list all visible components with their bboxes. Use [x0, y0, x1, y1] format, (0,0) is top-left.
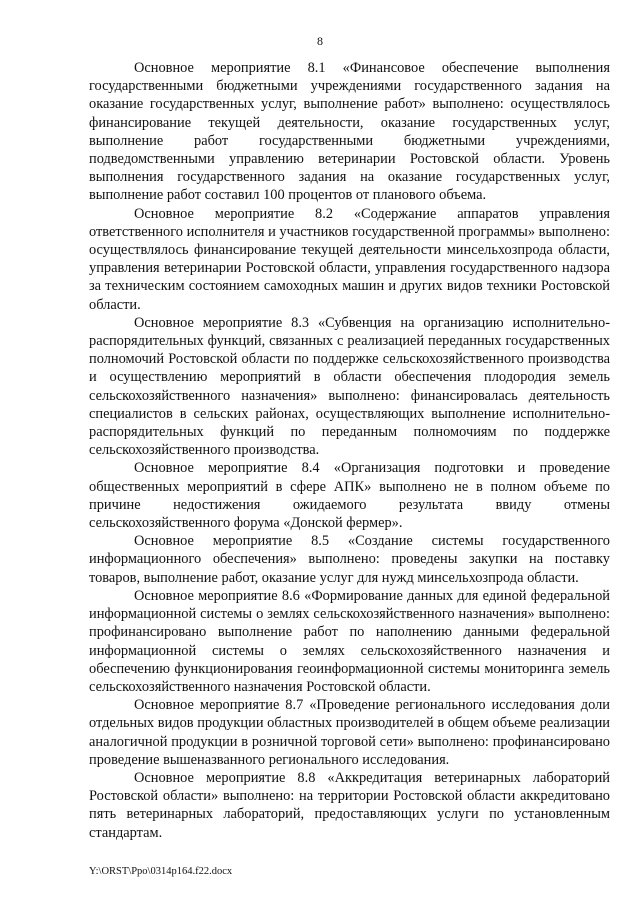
paragraph-8-6: Основное мероприятие 8.6 «Формирование данных для единой федеральной информационной системы о землях сельскохозяйственного назначения» выполнено: профинансировано выполнение работ по наполнению данными федеральной информационной системы о землях сельскохозяйственного назначения и обеспечению функционирования геоинформационной системы мониторинга земель сельскохозяйственного назначения Ростовской области.	[89, 587, 610, 695]
file-path-footer: Y:\ORST\Ppo\0314p164.f22.docx	[89, 866, 233, 877]
paragraph-8-5: Основное мероприятие 8.5 «Создание системы государственного информационного обеспечения» выполнено: проведены закупки на поставку товаров, выполнение работ, оказание услуг для нужд минсельхозпрода области.	[89, 533, 610, 586]
document-body	[89, 59, 610, 842]
paragraph-8-2: Основное мероприятие 8.2 «Содержание аппаратов управления ответственного исполнителя и участников государственной программы» выполнено: осуществлялось финансирование текущей деятельности минсельхозпрода области, управления ветеринарии Ростовской области, управления государственного надзора за техническим состоянием самоходных машин и других видов техники Ростовской области.	[89, 205, 610, 313]
paragraph-8-1: Основное мероприятие 8.1 «Финансовое обеспечение выполнения государственными бюджетными учреждениями государственного задания на оказание государственных услуг, выполнение работ» выполнено: осуществлялось финансирование текущей деятельности, оказание государственных услуг, выполнение работ государственными бюджетными учреждениями, подведомственными управлению ветеринарии Ростовской области. Уровень выполнения государственного задания на оказание государственных услуг, выполнение работ составил 100 процентов от планового объема.	[89, 60, 610, 204]
page-number: 8	[317, 34, 323, 48]
paragraph-8-3: Основное мероприятие 8.3 «Субвенция на организацию исполнительно-распорядительных функций, связанных с реализацией переданных государственных полномочий Ростовской области по поддержке сельскохозяйственного производства и осуществлению мероприятий в области обеспечения плодородия земель сельскохозяйственного назначения» выполнено: финансировалась деятельность специалистов в сельских районах, осуществляющих выполнение исполнительно-распорядительных функций по переданным полномочиям по поддержке сельскохозяйственного производства.	[89, 314, 610, 459]
paragraph-8-7: Основное мероприятие 8.7 «Проведение регионального исследования доли отдельных видов продукции областных производителей в общем объеме реализации аналогичной продукции в розничной торговой сети» выполнено: профинансировано проведение вышеназванного регионального исследования.	[89, 697, 610, 768]
paragraph-8-8: Основное мероприятие 8.8 «Аккредитация ветеринарных лабораторий Ростовской области» выполнено: на территории Ростовской области аккредитовано пять ветеринарных лабораторий, предоставляющих услуги по установленным стандартам.	[89, 769, 610, 841]
paragraph-8-4: Основное мероприятие 8.4 «Организация подготовки и проведение общественных мероприятий в сфере АПК» выполнено не в полном объеме по причине недостижения ожидаемого результата ввиду отмены сельскохозяйственного форума «Донской фермер».	[89, 460, 610, 532]
